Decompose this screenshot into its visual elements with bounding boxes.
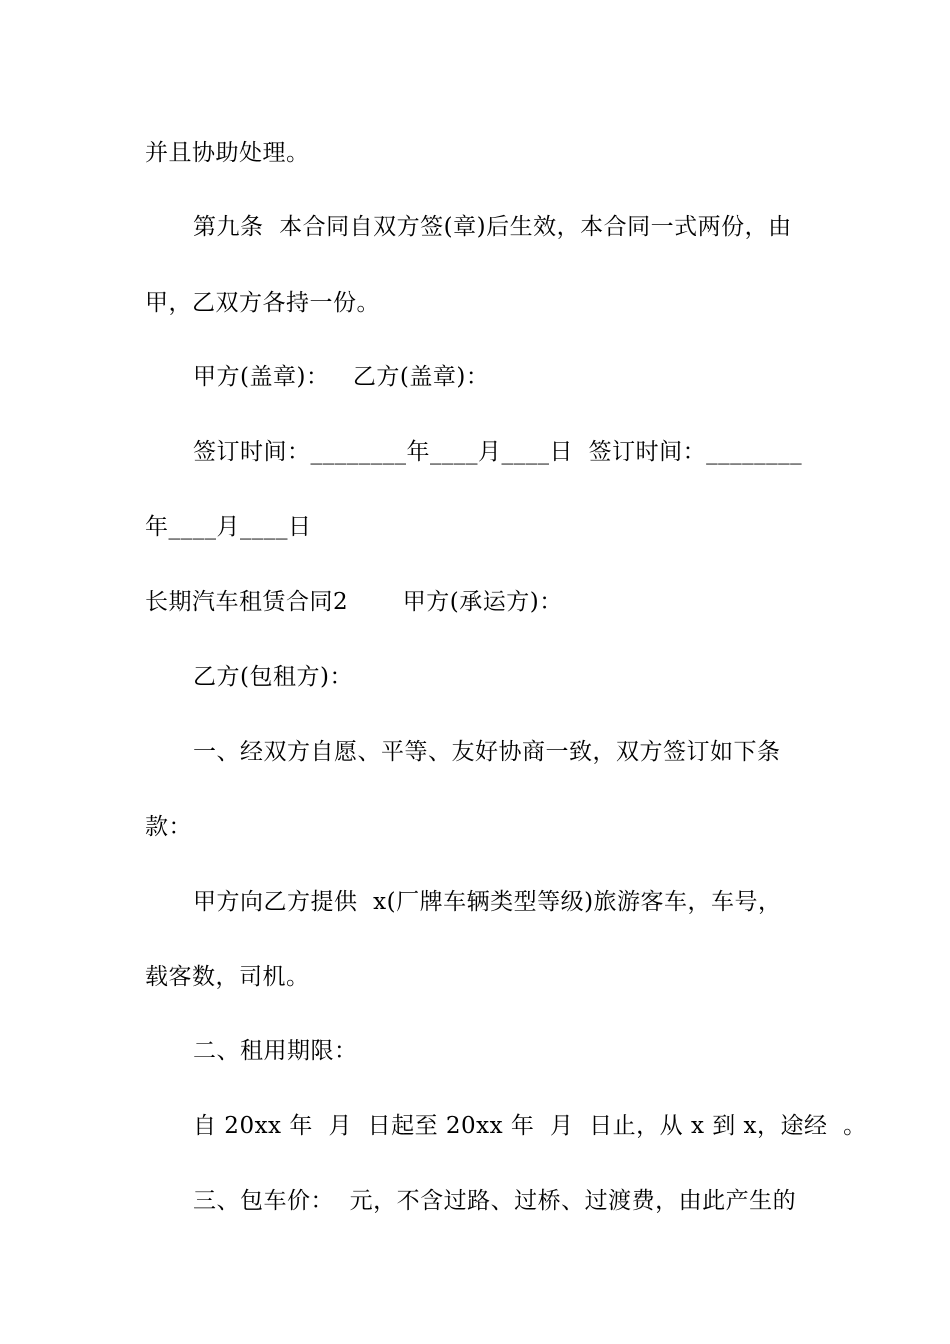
vehicle-line: 甲方向乙方提供 x(厂牌车辆类型等级)旅游客车，车号，: [193, 889, 782, 915]
text-line: 款：: [145, 814, 192, 840]
text-line: 甲，乙双方各持一份。: [145, 290, 380, 316]
party-b-line: 乙方(包租方)：: [193, 664, 353, 690]
article-nine: 第九条 本合同自双方签(章)后生效，本合同一式两份，由: [193, 214, 792, 240]
rental-period-line: 自 20xx 年 月 日起至 20xx 年 月 日止，从 x 到 x，途经 。: [193, 1113, 867, 1139]
seal-line: 甲方(盖章)： 乙方(盖章)：: [193, 364, 490, 390]
clause-three: 三、包车价： 元，不含过路、过桥、过渡费，由此产生的: [193, 1188, 797, 1214]
text-line: 载客数，司机。: [145, 964, 310, 990]
clause-two: 二、租用期限：: [193, 1038, 358, 1064]
signing-date-line: 签订时间：________年____月____日 签订时间：________: [193, 439, 803, 465]
clause-one: 一、经双方自愿、平等、友好协商一致，双方签订如下条: [193, 739, 781, 765]
signing-date-line-cont: 年____月____日: [145, 514, 312, 540]
contract-title-line: 长期汽车租赁合同2 甲方(承运方)：: [145, 589, 563, 615]
text-line: 并且协助处理。: [145, 140, 310, 166]
